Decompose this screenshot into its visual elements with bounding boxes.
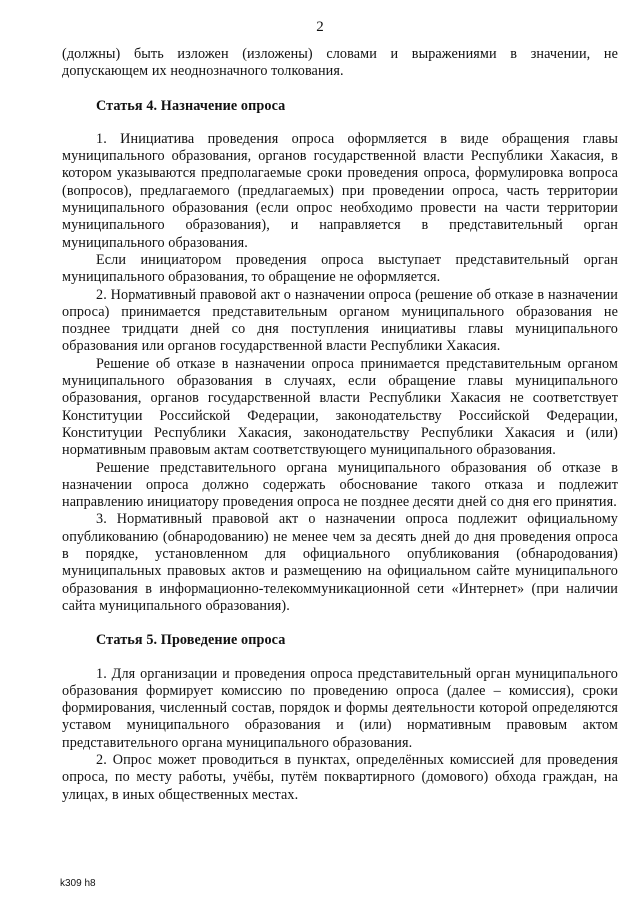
article-4-body [62,131,618,615]
article-4-paragraph-4: Решение об отказе в назначении опроса принимается представительным органом муниципального образования в случаях, если обращение главы муниципального образования, органов государственной власти Республики Хакасия не соответствует Конституции Российской Федерации, законодательству Российской Федерации, Конституции Республики Хакасия, законодательству Республики Хакасия и (или) нормативным правовым актам соответствующего муниципального образования. [62,355,618,459]
article-4-paragraph-3: 2. Нормативный правовой акт о назначении опроса (решение об отказе в назначении опроса) принимается представительным органом муниципального образования не позднее тридцати дней со дня поступления инициативы главы муниципального образования или органов государственной власти Республики Хакасия. [62,286,618,355]
article-4-paragraph-2: Если инициатором проведения опроса выступает представительный орган муниципального образования, то обращение не оформляется. [62,251,618,286]
article-5-paragraph-1: 1. Для организации и проведения опроса представительный орган муниципального образования формирует комиссию по проведению опроса (далее – комиссия), сроки формирования, численный состав, порядок и формы деятельности которой определяются уставом муниципального образования и (или) нормативным правовым актом представительного органа муниципального образования. [62,665,618,751]
article-4-paragraph-1: 1. Инициатива проведения опроса оформляется в виде обращения главы муниципального образования, органов государственной власти Республики Хакасия, в котором указываются предполагаемые сроки проведения опроса, формулировка вопроса (вопросов), предлагаемого (предлагаемых) при проведении опроса, часть территории муниципального образования (если опрос необходимо провести на части территории муниципального образования), и направляется в представительный орган муниципального образования. [62,130,618,251]
article-4-paragraph-5: Решение представительного органа муниципального образования об отказе в назначении опроса должно содержать обоснование такого отказа и подлежит направлению инициатору проведения опроса не позднее десяти дней со дня его принятия. [62,459,618,511]
article-4-paragraph-6: 3. Нормативный правовой акт о назначении опроса подлежит официальному опубликованию (обнародованию) не менее чем за десять дней до дня проведения опроса в порядке, установленном для официального опубликования (обнародования) муниципальных правовых актов и размещению на официальном сайте муниципального образования в информационно-телекоммуникационной сети «Интернет» (при наличии сайта муниципального образования). [62,511,618,614]
document-body [62,46,618,804]
page-number: 2 [316,19,324,35]
article-4-heading: Статья 4. Назначение опроса [96,97,286,114]
footer-document-code: k309 h8 [60,878,96,889]
continuation-paragraph: (должны) быть изложен (изложены) словами и выражениями в значении, не допускающем их неоднозначного толкования. [62,46,618,80]
article-5-heading: Статья 5. Проведение опроса [96,632,286,649]
article-5-body [62,666,618,804]
article-5-paragraph-2: 2. Опрос может проводиться в пунктах, определённых комиссией для проведения опроса, по месту работы, учёбы, путём поквартирного (домового) обхода граждан, на улицах, в иных общественных местах. [62,751,618,803]
